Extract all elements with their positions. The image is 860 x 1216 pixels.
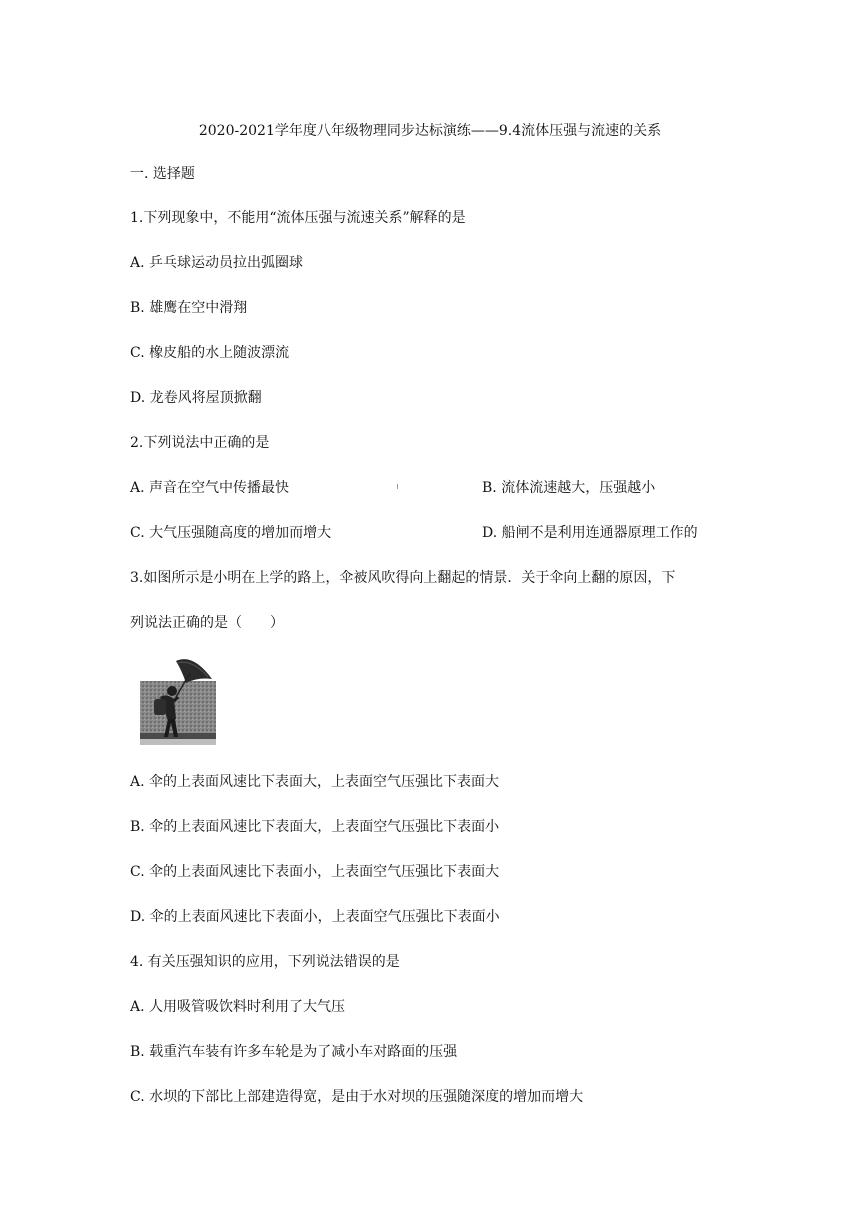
question-4-stem: 4. 有关压强知识的应用，下列说法错误的是	[130, 954, 400, 970]
q3-option-a: A. 伞的上表面风速比下表面大，上表面空气压强比下表面大	[130, 774, 500, 790]
question-3-stem-line2: 列说法正确的是（ ）	[130, 615, 284, 631]
section-heading: 一. 选择题	[130, 166, 195, 182]
umbrella-wind-photo	[138, 653, 216, 747]
q1-option-a: A. 乒乓球运动员拉出弧圈球	[130, 255, 304, 271]
q3-option-d: D. 伞的上表面风速比下表面小，上表面空气压强比下表面小	[130, 909, 500, 925]
q4-option-b: B. 载重汽车装有许多车轮是为了减小车对路面的压强	[130, 1044, 458, 1060]
q2-option-d: D. 船闸不是利用连通器原理工作的	[482, 525, 698, 541]
document-title: 2020-2021学年度八年级物理同步达标演练——9.4流体压强与流速的关系	[198, 123, 662, 139]
q3-option-c: C. 伞的上表面风速比下表面小，上表面空气压强比下表面大	[130, 864, 500, 880]
q1-option-c: C. 橡皮船的水上随波漂流	[130, 345, 290, 361]
q4-option-c: C. 水坝的下部比上部建造得宽，是由于水对坝的压强随深度的增加而增大	[130, 1089, 584, 1105]
q2-option-b: B. 流体流速越大，压强越小	[482, 480, 656, 496]
q1-option-b: B. 雄鹰在空中滑翔	[130, 300, 248, 316]
q2-option-c: C. 大气压强随高度的增加而增大	[130, 525, 332, 541]
question-3-stem-line1: 3.如图所示是小明在上学的路上，伞被风吹得向上翻起的情景．关于伞向上翻的原因，下	[130, 570, 676, 586]
q1-option-d: D. 龙卷风将屋顶掀翻	[130, 390, 262, 406]
q3-option-b: B. 伞的上表面风速比下表面大，上表面空气压强比下表面小	[130, 819, 500, 835]
question-1-stem: 1.下列现象中，不能用“流体压强与流速关系”解释的是	[130, 210, 466, 226]
q4-option-a: A. 人用吸管吸饮料时利用了大气压	[130, 999, 346, 1015]
question-2-stem: 2.下列说法中正确的是	[130, 435, 270, 451]
scan-mark	[397, 484, 398, 489]
q2-option-a: A. 声音在空气中传播最快	[130, 480, 290, 496]
